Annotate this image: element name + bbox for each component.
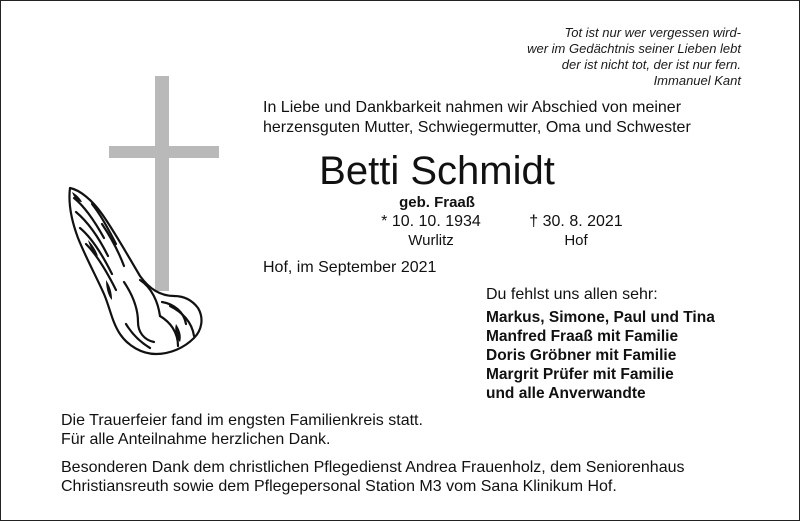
dateline: Hof, im September 2021 <box>263 259 437 276</box>
birth-place: Wurlitz <box>408 232 454 249</box>
death-place: Hof <box>564 232 588 249</box>
birth-info <box>371 212 491 250</box>
mourner-name: und alle Anverwandte <box>486 385 646 402</box>
mourners-list <box>486 308 715 403</box>
mourners-intro: Du fehlst uns allen sehr: <box>486 286 658 303</box>
intro-text <box>263 98 691 138</box>
thanks-line: Besonderen Dank dem christlichen Pflegedienst Andrea Frauenholz, dem Seniorenhaus <box>61 459 685 476</box>
epigraph-line: der ist nicht tot, der ist nur fern. <box>561 57 741 72</box>
thanks-line: Christiansreuth sowie dem Pflegepersonal Station M3 vom Sana Klinikum Hof. <box>61 478 617 495</box>
funeral-note <box>61 411 423 449</box>
death-info <box>511 212 641 250</box>
mourner-name: Manfred Fraaß mit Familie <box>486 328 679 345</box>
mourner-name: Markus, Simone, Paul und Tina <box>486 309 715 326</box>
mourner-name: Doris Gröbner mit Familie <box>486 347 677 364</box>
death-date: † 30. 8. 2021 <box>529 213 623 230</box>
funeral-line: Die Trauerfeier fand im engsten Familienkreis statt. <box>61 412 423 429</box>
praying-hands-icon <box>66 184 206 359</box>
mourner-name: Margrit Prüfer mit Familie <box>486 366 674 383</box>
epigraph-line: wer im Gedächtnis seiner Lieben lebt <box>527 41 741 56</box>
maiden-name: geb. Fraaß <box>399 194 475 211</box>
epigraph <box>411 25 741 89</box>
birth-date: * 10. 10. 1934 <box>381 213 481 230</box>
special-thanks <box>61 458 685 496</box>
epigraph-line: Tot ist nur wer vergessen wird- <box>564 25 741 40</box>
intro-line: herzensguten Mutter, Schwiegermutter, Oma und Schwester <box>263 119 691 136</box>
funeral-line: Für alle Anteilnahme herzlichen Dank. <box>61 431 331 448</box>
epigraph-author: Immanuel Kant <box>653 73 741 88</box>
deceased-name: Betti Schmidt <box>319 149 555 193</box>
intro-line: In Liebe und Dankbarkeit nahmen wir Abschied von meiner <box>263 99 682 116</box>
